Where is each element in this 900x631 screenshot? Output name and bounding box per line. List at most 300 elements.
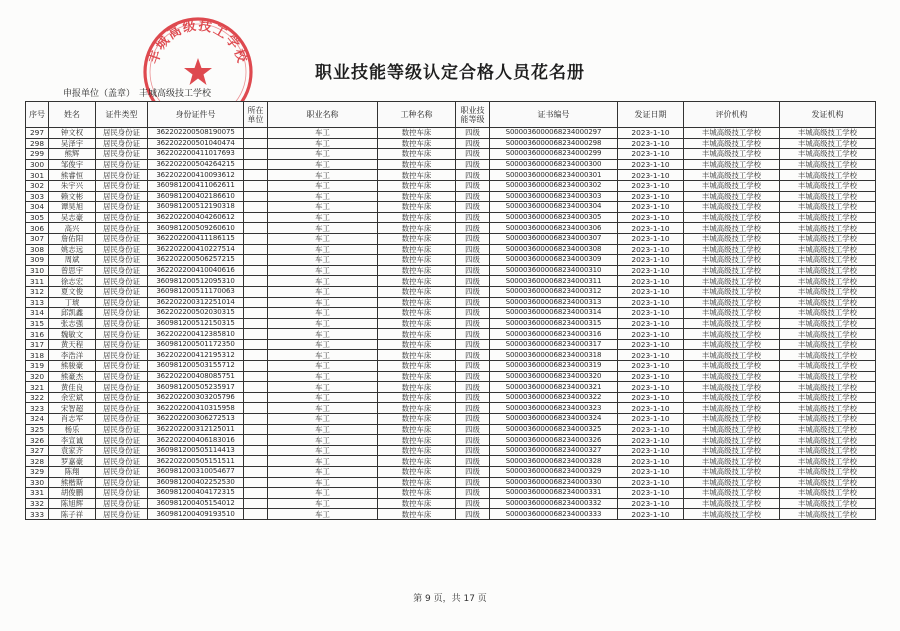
cell-occupation: 车工	[268, 318, 378, 329]
cell-id-type: 居民身份证	[96, 286, 148, 297]
cell-trade: 数控车床	[378, 467, 456, 478]
cell-name: 邹俊宇	[49, 159, 96, 170]
cell-name: 周斌	[49, 255, 96, 266]
cell-trade: 数控车床	[378, 128, 456, 139]
cell-occupation: 车工	[268, 361, 378, 372]
cell-name: 余宏斌	[49, 392, 96, 403]
cell-evaluator: 丰城高级技工学校	[684, 477, 780, 488]
cell-evaluator: 丰城高级技工学校	[684, 329, 780, 340]
cell-id-number: 360981200505114413	[148, 445, 244, 456]
cell-name: 罗嘉豪	[49, 456, 96, 467]
cell-seq: 331	[26, 488, 49, 499]
cell-trade: 数控车床	[378, 170, 456, 181]
cell-trade: 数控车床	[378, 445, 456, 456]
cell-cert-number: S000036000068234000299	[490, 149, 618, 160]
table-row	[26, 382, 876, 393]
cell-unit	[244, 318, 268, 329]
cell-cert-number: S000036000068234000317	[490, 339, 618, 350]
cell-level: 四级	[456, 339, 490, 350]
cell-cert-number: S000036000068234000309	[490, 255, 618, 266]
table-row	[26, 467, 876, 478]
cell-seq: 309	[26, 255, 49, 266]
header-trade: 工种名称	[378, 102, 456, 128]
cell-evaluator: 丰城高级技工学校	[684, 371, 780, 382]
cell-id-type: 居民身份证	[96, 477, 148, 488]
cell-trade: 数控车床	[378, 244, 456, 255]
cell-id-number: 360981200511170063	[148, 286, 244, 297]
cell-issuer: 丰城高级技工学校	[780, 318, 876, 329]
cell-id-number: 362202200506257215	[148, 255, 244, 266]
cell-trade: 数控车床	[378, 488, 456, 499]
cell-id-number: 360981200402186610	[148, 191, 244, 202]
cell-trade: 数控车床	[378, 138, 456, 149]
cell-id-number: 362202200412195312	[148, 350, 244, 361]
cell-evaluator: 丰城高级技工学校	[684, 286, 780, 297]
cell-evaluator: 丰城高级技工学校	[684, 318, 780, 329]
cell-seq: 318	[26, 350, 49, 361]
cell-issue-date: 2023-1-10	[618, 180, 684, 191]
table-row	[26, 276, 876, 287]
cell-issue-date: 2023-1-10	[618, 318, 684, 329]
cell-unit	[244, 414, 268, 425]
cell-cert-number: S000036000068234000301	[490, 170, 618, 181]
cell-unit	[244, 212, 268, 223]
cell-trade: 数控车床	[378, 403, 456, 414]
cell-name: 熊豪杰	[49, 371, 96, 382]
cell-unit	[244, 191, 268, 202]
cell-id-number: 362202200410315958	[148, 403, 244, 414]
cell-trade: 数控车床	[378, 382, 456, 393]
table-row	[26, 477, 876, 488]
cell-seq: 302	[26, 180, 49, 191]
cell-evaluator: 丰城高级技工学校	[684, 308, 780, 319]
cell-id-number: 362202200404260612	[148, 212, 244, 223]
cell-name: 曾思宇	[49, 265, 96, 276]
cell-issue-date: 2023-1-10	[618, 191, 684, 202]
cell-issue-date: 2023-1-10	[618, 350, 684, 361]
cell-trade: 数控车床	[378, 308, 456, 319]
table-row	[26, 498, 876, 509]
cell-issuer: 丰城高级技工学校	[780, 149, 876, 160]
cell-name: 夏文俊	[49, 286, 96, 297]
cell-issue-date: 2023-1-10	[618, 276, 684, 287]
cell-seq: 332	[26, 498, 49, 509]
cell-issuer: 丰城高级技工学校	[780, 509, 876, 520]
cell-unit	[244, 297, 268, 308]
cell-issuer: 丰城高级技工学校	[780, 128, 876, 139]
cell-level: 四级	[456, 498, 490, 509]
cell-id-type: 居民身份证	[96, 350, 148, 361]
cell-evaluator: 丰城高级技工学校	[684, 297, 780, 308]
cell-id-number: 360981200512190318	[148, 202, 244, 213]
cell-issuer: 丰城高级技工学校	[780, 424, 876, 435]
cell-occupation: 车工	[268, 382, 378, 393]
cell-occupation: 车工	[268, 223, 378, 234]
cell-issuer: 丰城高级技工学校	[780, 276, 876, 287]
cell-name: 赖文彬	[49, 191, 96, 202]
cell-id-type: 居民身份证	[96, 392, 148, 403]
cell-trade: 数控车床	[378, 202, 456, 213]
cell-name: 袁家齐	[49, 445, 96, 456]
cell-seq: 326	[26, 435, 49, 446]
cell-unit	[244, 276, 268, 287]
cell-trade: 数控车床	[378, 339, 456, 350]
header-occupation: 职业名称	[268, 102, 378, 128]
cell-trade: 数控车床	[378, 435, 456, 446]
cell-issue-date: 2023-1-10	[618, 382, 684, 393]
cell-issuer: 丰城高级技工学校	[780, 477, 876, 488]
cell-unit	[244, 265, 268, 276]
cell-issue-date: 2023-1-10	[618, 361, 684, 372]
cell-issue-date: 2023-1-10	[618, 467, 684, 478]
cell-trade: 数控车床	[378, 392, 456, 403]
cell-name: 魏敏文	[49, 329, 96, 340]
table-row	[26, 244, 876, 255]
cell-issuer: 丰城高级技工学校	[780, 308, 876, 319]
cell-level: 四级	[456, 477, 490, 488]
cell-issue-date: 2023-1-10	[618, 477, 684, 488]
cell-unit	[244, 392, 268, 403]
cell-level: 四级	[456, 445, 490, 456]
cell-trade: 数控车床	[378, 297, 456, 308]
cell-issuer: 丰城高级技工学校	[780, 297, 876, 308]
cell-unit	[244, 329, 268, 340]
header-name: 姓名	[49, 102, 96, 128]
cell-level: 四级	[456, 424, 490, 435]
cell-seq: 315	[26, 318, 49, 329]
cell-cert-number: S000036000068234000311	[490, 276, 618, 287]
cell-issuer: 丰城高级技工学校	[780, 170, 876, 181]
cell-unit	[244, 456, 268, 467]
cell-id-type: 居民身份证	[96, 318, 148, 329]
cell-seq: 321	[26, 382, 49, 393]
cell-id-number: 360981200505235917	[148, 382, 244, 393]
cell-name: 熊楷斯	[49, 477, 96, 488]
cell-trade: 数控车床	[378, 329, 456, 340]
cell-id-type: 居民身份证	[96, 149, 148, 160]
cell-trade: 数控车床	[378, 255, 456, 266]
cell-cert-number: S000036000068234000333	[490, 509, 618, 520]
cell-cert-number: S000036000068234000307	[490, 233, 618, 244]
cell-evaluator: 丰城高级技工学校	[684, 445, 780, 456]
cell-trade: 数控车床	[378, 286, 456, 297]
cell-occupation: 车工	[268, 276, 378, 287]
cell-occupation: 车工	[268, 488, 378, 499]
table-row	[26, 159, 876, 170]
cell-cert-number: S000036000068234000315	[490, 318, 618, 329]
cell-issuer: 丰城高级技工学校	[780, 445, 876, 456]
cell-name: 徐志宏	[49, 276, 96, 287]
cell-cert-number: S000036000068234000330	[490, 477, 618, 488]
cell-seq: 307	[26, 233, 49, 244]
cell-issue-date: 2023-1-10	[618, 392, 684, 403]
cell-issuer: 丰城高级技工学校	[780, 414, 876, 425]
cell-issue-date: 2023-1-10	[618, 403, 684, 414]
cell-name: 张志强	[49, 318, 96, 329]
cell-cert-number: S000036000068234000327	[490, 445, 618, 456]
cell-cert-number: S000036000068234000318	[490, 350, 618, 361]
table-row	[26, 286, 876, 297]
cell-issuer: 丰城高级技工学校	[780, 159, 876, 170]
cell-name: 姚志远	[49, 244, 96, 255]
cell-issue-date: 2023-1-10	[618, 202, 684, 213]
table-row	[26, 339, 876, 350]
cell-level: 四级	[456, 435, 490, 446]
cell-id-type: 居民身份证	[96, 244, 148, 255]
cell-issue-date: 2023-1-10	[618, 159, 684, 170]
cell-name: 李浩洋	[49, 350, 96, 361]
cell-unit	[244, 467, 268, 478]
cell-seq: 308	[26, 244, 49, 255]
header-issue-date: 发证日期	[618, 102, 684, 128]
cell-id-number: 362202200408085751	[148, 371, 244, 382]
cell-id-type: 居民身份证	[96, 265, 148, 276]
cell-unit	[244, 223, 268, 234]
cell-name: 熊骏豪	[49, 361, 96, 372]
cell-issue-date: 2023-1-10	[618, 498, 684, 509]
cell-seq: 310	[26, 265, 49, 276]
applicant-line	[63, 86, 211, 99]
cell-id-type: 居民身份证	[96, 488, 148, 499]
cell-level: 四级	[456, 382, 490, 393]
cell-level: 四级	[456, 318, 490, 329]
cell-occupation: 车工	[268, 233, 378, 244]
cell-occupation: 车工	[268, 403, 378, 414]
cell-level: 四级	[456, 138, 490, 149]
cell-cert-number: S000036000068234000304	[490, 202, 618, 213]
header-evaluator: 评价机构	[684, 102, 780, 128]
table-row	[26, 414, 876, 425]
cell-trade: 数控车床	[378, 212, 456, 223]
cell-evaluator: 丰城高级技工学校	[684, 202, 780, 213]
cell-trade: 数控车床	[378, 223, 456, 234]
cell-id-type: 居民身份证	[96, 456, 148, 467]
cell-seq: 300	[26, 159, 49, 170]
cell-level: 四级	[456, 202, 490, 213]
cell-issue-date: 2023-1-10	[618, 445, 684, 456]
table-row	[26, 255, 876, 266]
cell-issue-date: 2023-1-10	[618, 488, 684, 499]
cell-issue-date: 2023-1-10	[618, 170, 684, 181]
cell-issuer: 丰城高级技工学校	[780, 361, 876, 372]
cell-name: 黄佳良	[49, 382, 96, 393]
cell-unit	[244, 477, 268, 488]
cell-id-number: 362202200508190075	[148, 128, 244, 139]
cell-unit	[244, 202, 268, 213]
cell-unit	[244, 286, 268, 297]
cell-issue-date: 2023-1-10	[618, 265, 684, 276]
cell-unit	[244, 371, 268, 382]
cell-id-number: 360981200512095310	[148, 276, 244, 287]
cell-id-type: 居民身份证	[96, 297, 148, 308]
cell-seq: 319	[26, 361, 49, 372]
cell-issue-date: 2023-1-10	[618, 509, 684, 520]
header-issuer: 发证机构	[780, 102, 876, 128]
cell-id-number: 360981200404172315	[148, 488, 244, 499]
cell-trade: 数控车床	[378, 350, 456, 361]
cell-level: 四级	[456, 233, 490, 244]
cell-issuer: 丰城高级技工学校	[780, 244, 876, 255]
table-row	[26, 456, 876, 467]
applicant-label: 申报单位（盖章）	[63, 89, 136, 99]
cell-name: 李宣诚	[49, 435, 96, 446]
cell-issue-date: 2023-1-10	[618, 329, 684, 340]
cell-seq: 329	[26, 467, 49, 478]
cell-issue-date: 2023-1-10	[618, 149, 684, 160]
cell-seq: 304	[26, 202, 49, 213]
cell-cert-number: S000036000068234000321	[490, 382, 618, 393]
cell-issuer: 丰城高级技工学校	[780, 212, 876, 223]
header-seq: 序号	[26, 102, 49, 128]
cell-id-number: 362202200406183016	[148, 435, 244, 446]
cell-issue-date: 2023-1-10	[618, 128, 684, 139]
cell-level: 四级	[456, 244, 490, 255]
cell-unit	[244, 149, 268, 160]
table-row	[26, 170, 876, 181]
cell-issue-date: 2023-1-10	[618, 371, 684, 382]
cell-evaluator: 丰城高级技工学校	[684, 350, 780, 361]
cell-evaluator: 丰城高级技工学校	[684, 191, 780, 202]
cell-name: 黄天程	[49, 339, 96, 350]
page-title: 职业技能等级认定合格人员花名册	[315, 63, 585, 83]
table-row	[26, 403, 876, 414]
cell-occupation: 车工	[268, 286, 378, 297]
cell-seq: 301	[26, 170, 49, 181]
table-row	[26, 350, 876, 361]
cell-issuer: 丰城高级技工学校	[780, 382, 876, 393]
cell-occupation: 车工	[268, 308, 378, 319]
cell-evaluator: 丰城高级技工学校	[684, 149, 780, 160]
cell-unit	[244, 255, 268, 266]
applicant-value: 丰城高级技工学校	[139, 89, 212, 99]
cell-level: 四级	[456, 286, 490, 297]
cell-unit	[244, 488, 268, 499]
cell-unit	[244, 180, 268, 191]
cell-seq: 317	[26, 339, 49, 350]
cell-name: 胡俊鹏	[49, 488, 96, 499]
cell-occupation: 车工	[268, 149, 378, 160]
cell-id-type: 居民身份证	[96, 308, 148, 319]
cell-id-number: 360981200503155712	[148, 361, 244, 372]
cell-unit	[244, 498, 268, 509]
cell-level: 四级	[456, 223, 490, 234]
cell-id-number: 362202200410227514	[148, 244, 244, 255]
cell-occupation: 车工	[268, 212, 378, 223]
table-row	[26, 371, 876, 382]
cell-occupation: 车工	[268, 170, 378, 181]
cell-evaluator: 丰城高级技工学校	[684, 170, 780, 181]
table-row	[26, 424, 876, 435]
cell-seq: 305	[26, 212, 49, 223]
cell-issue-date: 2023-1-10	[618, 424, 684, 435]
cell-id-number: 360981200405154012	[148, 498, 244, 509]
cell-unit	[244, 509, 268, 520]
cell-seq: 299	[26, 149, 49, 160]
cell-name: 钟文权	[49, 128, 96, 139]
cell-level: 四级	[456, 509, 490, 520]
cell-unit	[244, 424, 268, 435]
cell-cert-number: S000036000068234000308	[490, 244, 618, 255]
table-row	[26, 318, 876, 329]
cell-id-type: 居民身份证	[96, 361, 148, 372]
table-row	[26, 233, 876, 244]
cell-level: 四级	[456, 265, 490, 276]
cell-unit	[244, 244, 268, 255]
table-row	[26, 445, 876, 456]
cell-id-number: 362202200412385810	[148, 329, 244, 340]
cell-issuer: 丰城高级技工学校	[780, 265, 876, 276]
cell-cert-number: S000036000068234000314	[490, 308, 618, 319]
cell-issuer: 丰城高级技工学校	[780, 350, 876, 361]
cell-unit	[244, 128, 268, 139]
table-row	[26, 138, 876, 149]
cell-id-type: 居民身份证	[96, 202, 148, 213]
cell-level: 四级	[456, 276, 490, 287]
cell-unit	[244, 403, 268, 414]
header-id-type: 证件类型	[96, 102, 148, 128]
cell-trade: 数控车床	[378, 233, 456, 244]
cell-seq: 297	[26, 128, 49, 139]
cell-occupation: 车工	[268, 202, 378, 213]
cell-id-type: 居民身份证	[96, 509, 148, 520]
cell-id-number: 360981200402252530	[148, 477, 244, 488]
cell-issue-date: 2023-1-10	[618, 223, 684, 234]
table-row	[26, 329, 876, 340]
cell-level: 四级	[456, 488, 490, 499]
table-row	[26, 392, 876, 403]
cell-trade: 数控车床	[378, 477, 456, 488]
cell-occupation: 车工	[268, 180, 378, 191]
cell-name: 肖志军	[49, 414, 96, 425]
cell-issuer: 丰城高级技工学校	[780, 233, 876, 244]
cell-seq: 316	[26, 329, 49, 340]
cell-trade: 数控车床	[378, 149, 456, 160]
cell-id-number: 362202200504264215	[148, 159, 244, 170]
cell-occupation: 车工	[268, 477, 378, 488]
cell-evaluator: 丰城高级技工学校	[684, 467, 780, 478]
cell-seq: 298	[26, 138, 49, 149]
cell-id-type: 居民身份证	[96, 424, 148, 435]
cell-evaluator: 丰城高级技工学校	[684, 414, 780, 425]
cell-evaluator: 丰城高级技工学校	[684, 361, 780, 372]
cell-seq: 333	[26, 509, 49, 520]
cell-cert-number: S000036000068234000306	[490, 223, 618, 234]
cell-trade: 数控车床	[378, 424, 456, 435]
cell-cert-number: S000036000068234000319	[490, 361, 618, 372]
cell-evaluator: 丰城高级技工学校	[684, 339, 780, 350]
cell-occupation: 车工	[268, 424, 378, 435]
cell-unit	[244, 445, 268, 456]
cell-cert-number: S000036000068234000305	[490, 212, 618, 223]
cell-issue-date: 2023-1-10	[618, 138, 684, 149]
header-unit: 所在单位	[244, 102, 268, 128]
cell-id-type: 居民身份证	[96, 212, 148, 223]
cell-evaluator: 丰城高级技工学校	[684, 233, 780, 244]
cell-unit	[244, 382, 268, 393]
cell-issuer: 丰城高级技工学校	[780, 498, 876, 509]
cell-trade: 数控车床	[378, 456, 456, 467]
table-row	[26, 180, 876, 191]
header-cert-number: 证书编号	[490, 102, 618, 128]
cell-evaluator: 丰城高级技工学校	[684, 128, 780, 139]
cell-trade: 数控车床	[378, 180, 456, 191]
table-body	[26, 128, 876, 520]
cell-evaluator: 丰城高级技工学校	[684, 159, 780, 170]
cell-evaluator: 丰城高级技工学校	[684, 498, 780, 509]
cell-issue-date: 2023-1-10	[618, 286, 684, 297]
cell-issue-date: 2023-1-10	[618, 297, 684, 308]
cell-level: 四级	[456, 329, 490, 340]
